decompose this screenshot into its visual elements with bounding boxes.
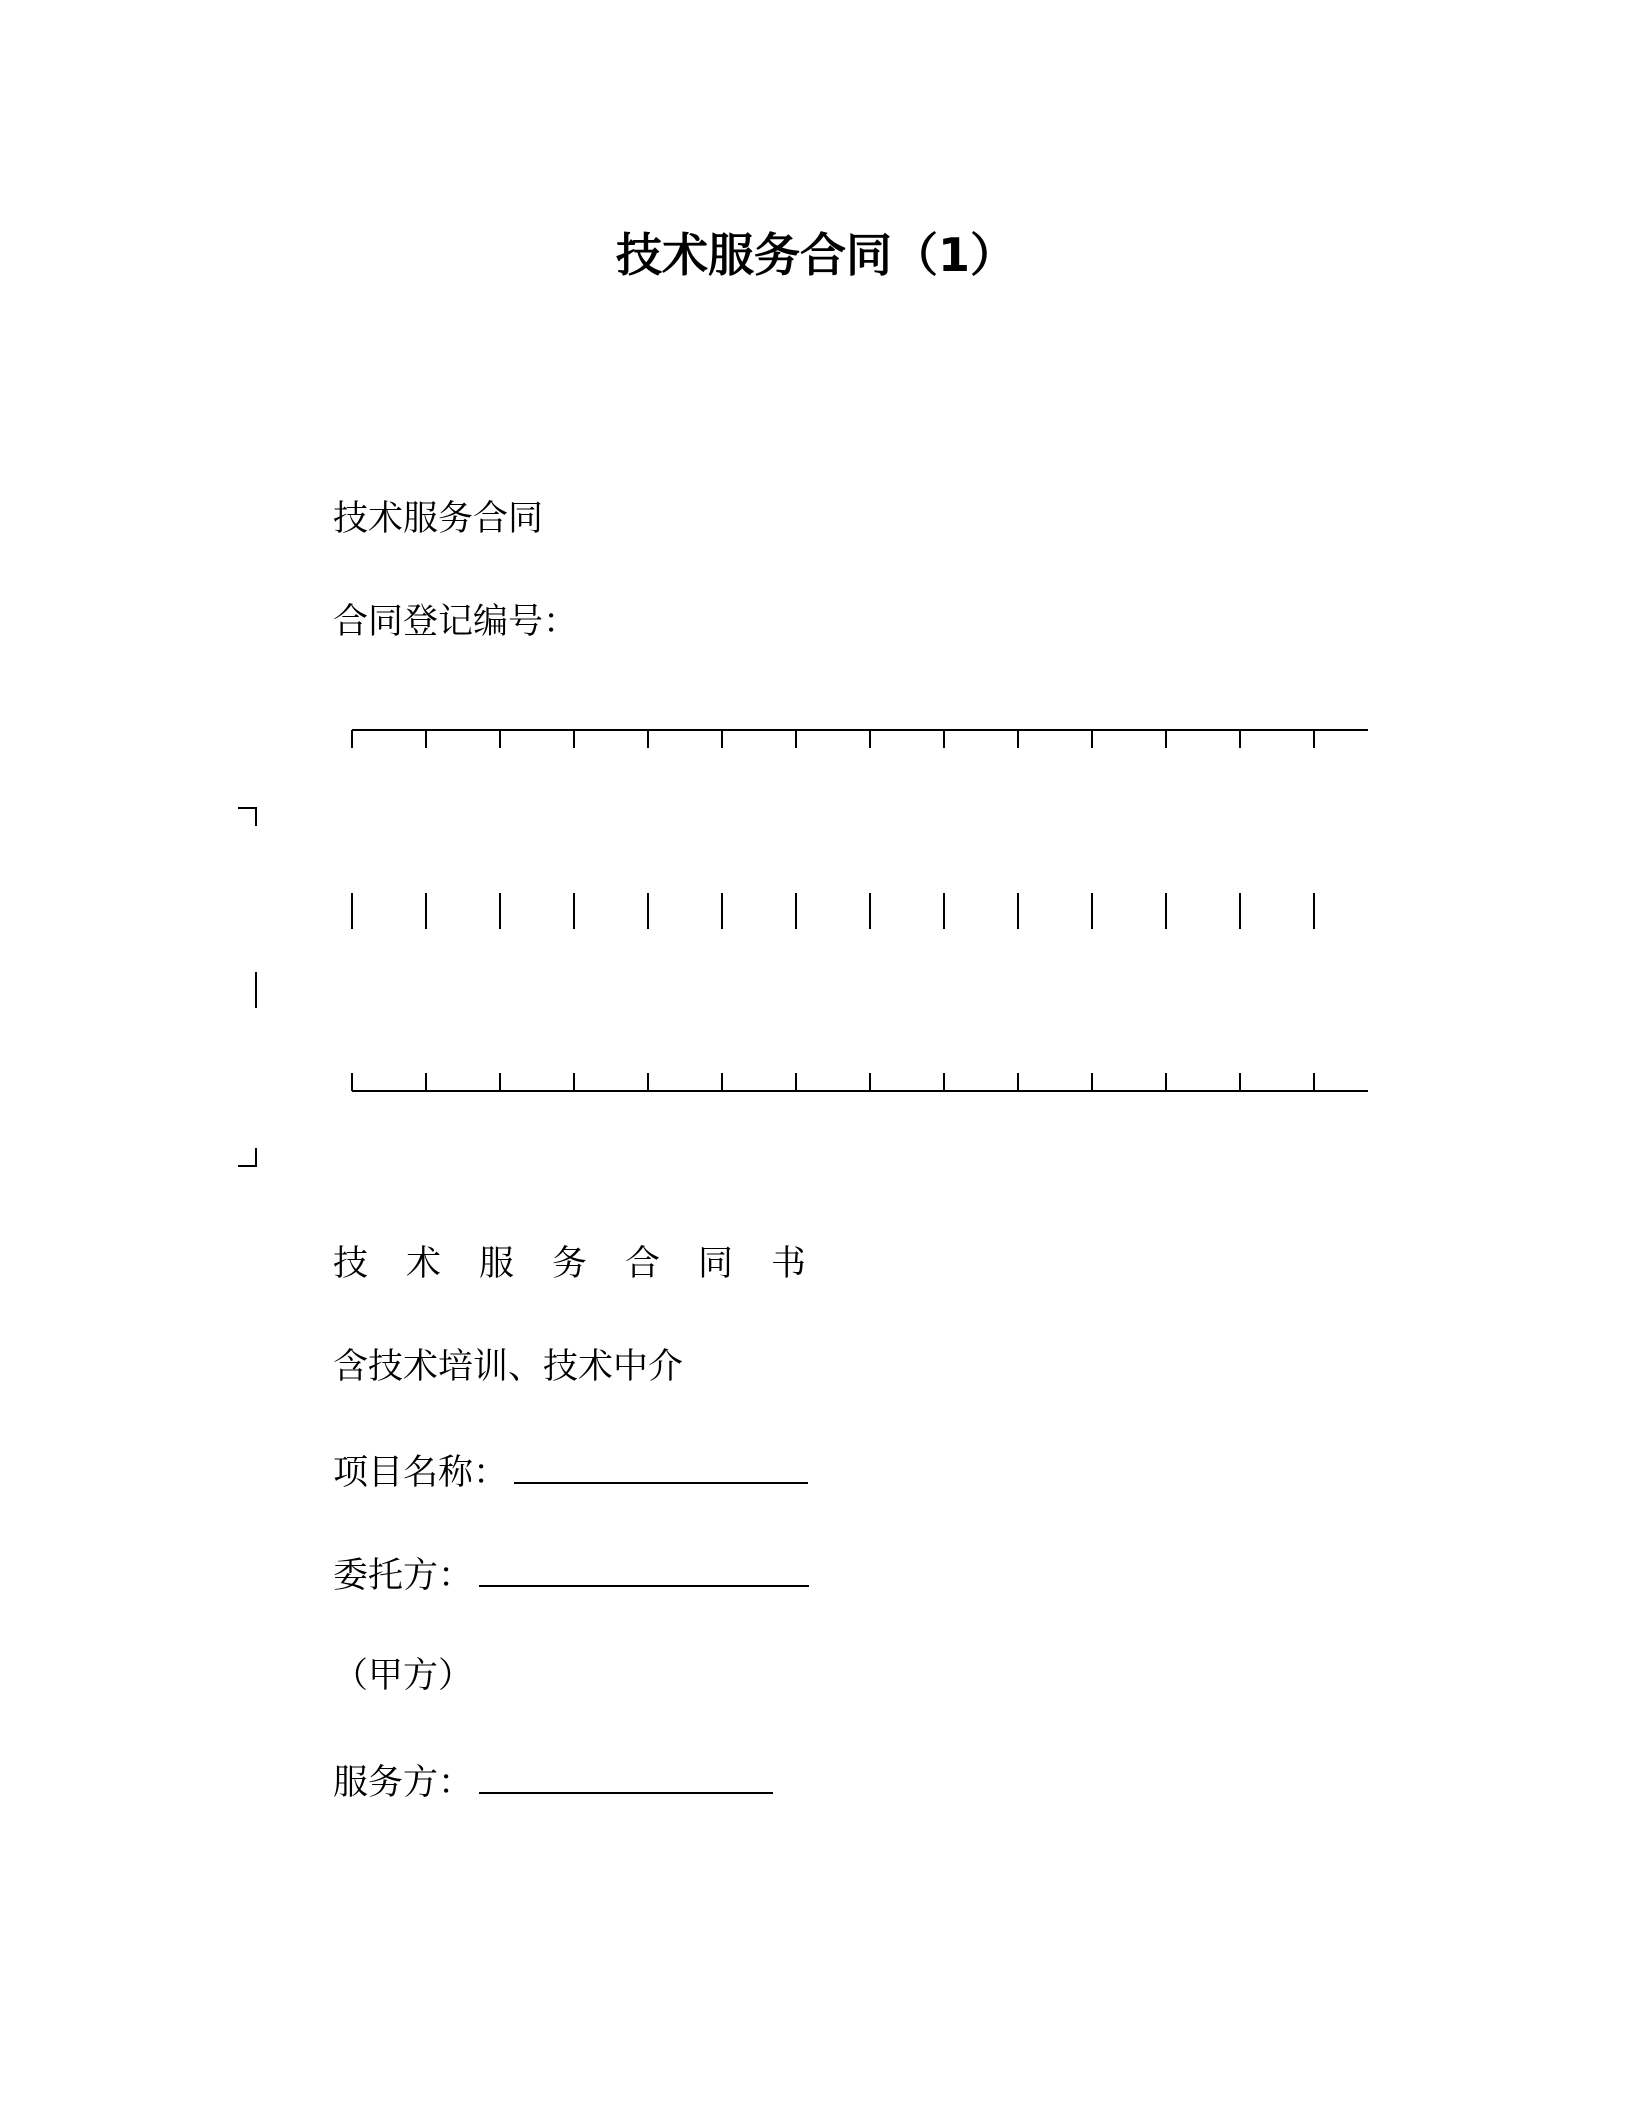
- grid-corner-top: [238, 808, 256, 826]
- grid-corner-bottom: [238, 1148, 256, 1166]
- project-name-row: [333, 1446, 808, 1498]
- registration-number-label: 合同登记编号：: [333, 602, 579, 642]
- service-provider-row: [333, 1756, 773, 1808]
- grid-bottom-ticks: [352, 1073, 1314, 1091]
- party-a-label: （甲方）: [333, 1656, 474, 1696]
- document-title: 技术服务合同（1）: [615, 228, 1016, 282]
- contract-book-title: 技术服务合同书: [333, 1244, 845, 1284]
- client-row: [333, 1549, 809, 1601]
- grid-top-ticks: [352, 730, 1314, 748]
- contract-heading: 技术服务合同: [333, 499, 544, 539]
- scope-note: 含技术培训、技术中介: [333, 1347, 684, 1387]
- service-provider-label: 服务方：: [333, 1763, 474, 1803]
- service-provider-blank[interactable]: [479, 1756, 773, 1794]
- client-label: 委托方：: [333, 1556, 474, 1596]
- project-name-label: 项目名称：: [333, 1453, 509, 1493]
- project-name-blank[interactable]: [514, 1446, 808, 1484]
- grid-cell-dividers: [352, 893, 1314, 929]
- client-blank[interactable]: [479, 1549, 809, 1587]
